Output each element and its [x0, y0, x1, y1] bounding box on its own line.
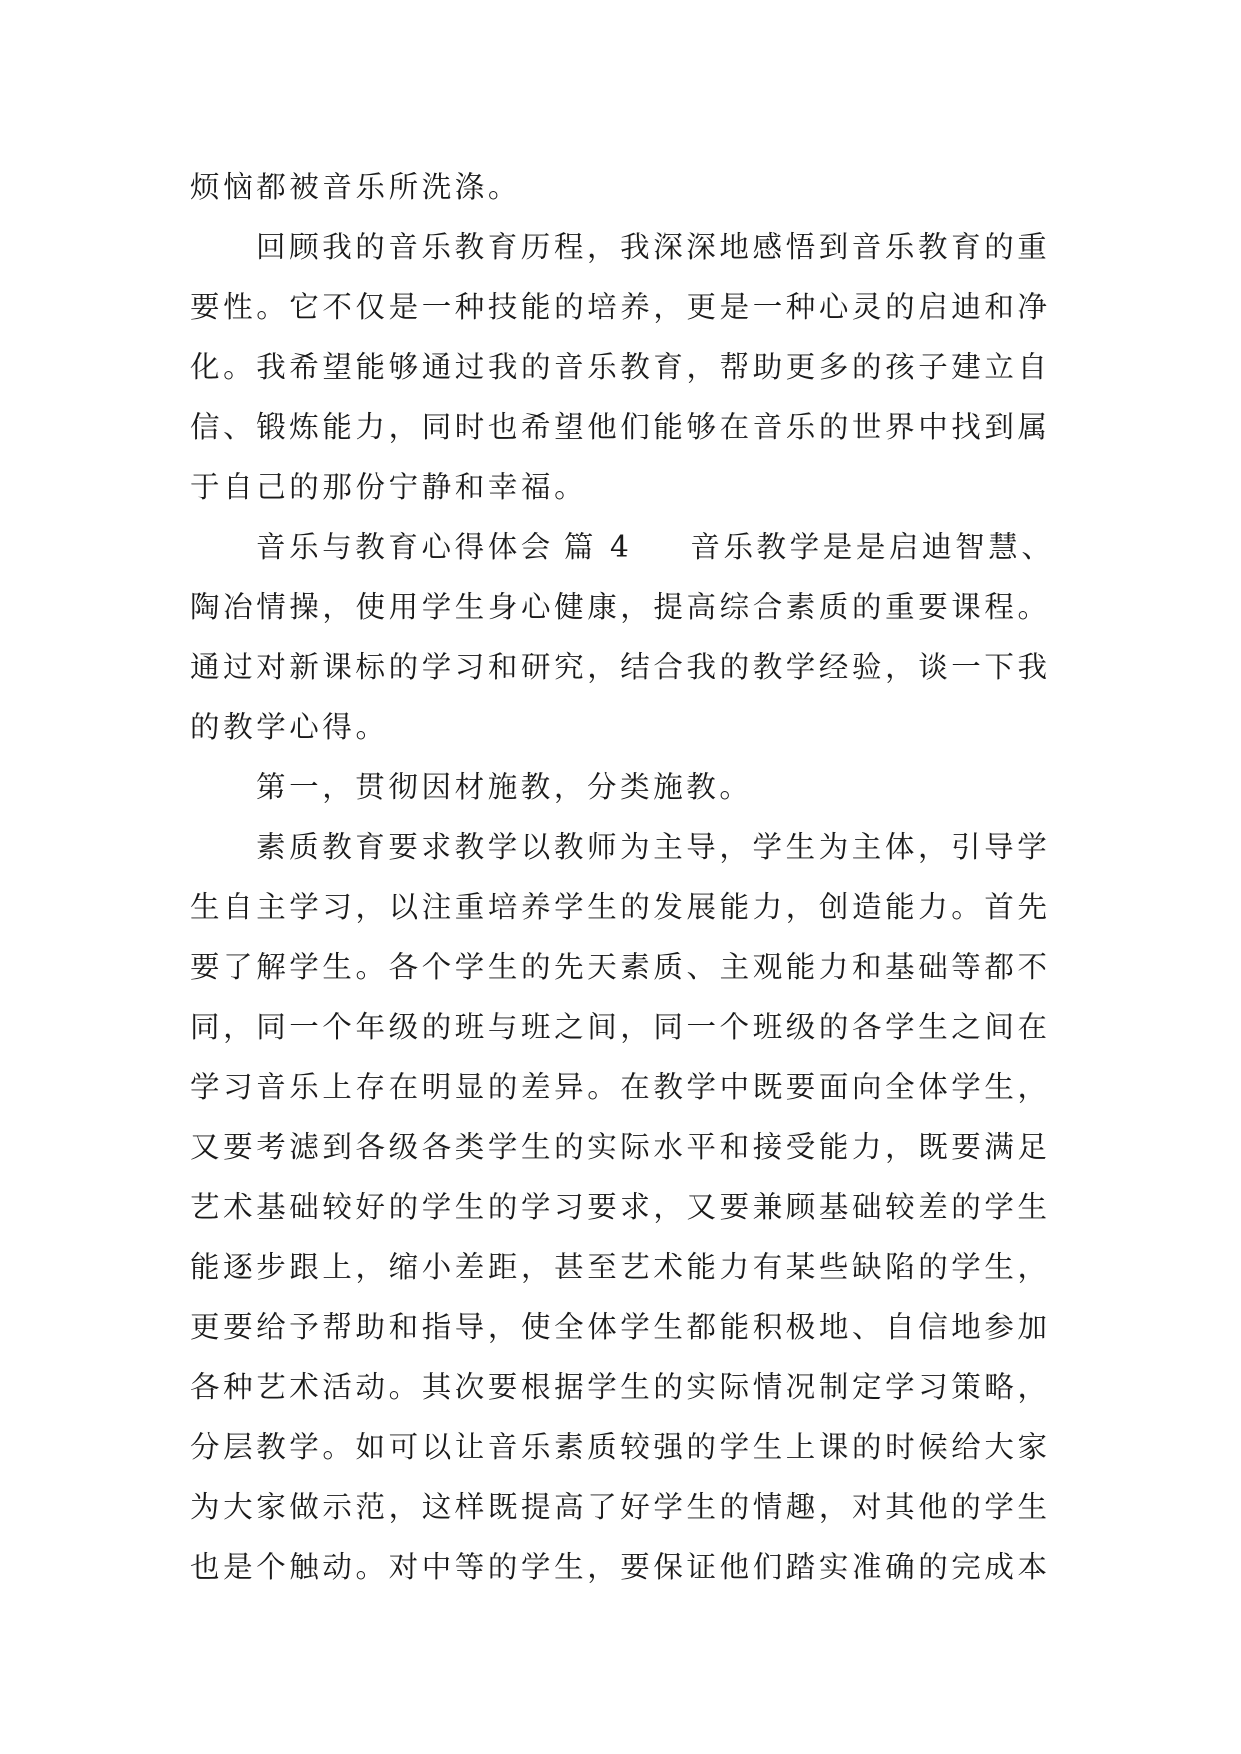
- section-number: 篇 4: [563, 530, 633, 564]
- text-line-2: 回顾我的音乐教育历程，我深深地感悟到音乐教育的重: [256, 230, 1051, 264]
- text-line-8: 陶冶情操，使用学生身心健康，提高综合素质的重要课程。: [190, 590, 1051, 624]
- text-line-12: 素质教育要求教学以教师为主导，学生为主体，引导学: [256, 830, 1051, 864]
- text-line-1: 烦恼都被音乐所洗涤。: [190, 170, 522, 204]
- text-line-19: 能逐步跟上，缩小差距，甚至艺术能力有某些缺陷的学生，: [190, 1250, 1051, 1284]
- text-line-21: 各种艺术活动。其次要根据学生的实际情况制定学习策略，: [190, 1370, 1051, 1404]
- text-line-4: 化。我希望能够通过我的音乐教育，帮助更多的孩子建立自: [190, 350, 1051, 384]
- text-line-13: 生自主学习，以注重培养学生的发展能力，创造能力。首先: [190, 890, 1051, 924]
- text-line-3: 要性。它不仅是一种技能的培养，更是一种心灵的启迪和净: [190, 290, 1051, 324]
- text-line-15: 同，同一个年级的班与班之间，同一个班级的各学生之间在: [190, 1010, 1051, 1044]
- text-line-10: 的教学心得。: [190, 710, 389, 744]
- text-line-23: 为大家做示范，这样既提高了好学生的情趣，对其他的学生: [190, 1490, 1051, 1524]
- section-first-sentence: 音乐教学是是启迪智慧、: [690, 530, 1055, 564]
- text-line-18: 艺术基础较好的学生的学习要求，又要兼顾基础较差的学生: [190, 1190, 1051, 1224]
- text-line-17: 又要考滤到各级各类学生的实际水平和接受能力，既要满足: [190, 1130, 1051, 1164]
- text-line-6: 于自己的那份宁静和幸福。: [190, 470, 588, 504]
- text-line-9: 通过对新课标的学习和研究，结合我的教学经验，谈一下我: [190, 650, 1051, 684]
- section-heading-line: [190, 517, 1070, 577]
- subheading-first: 第一，贯彻因材施教，分类施教。: [256, 770, 753, 804]
- body-text: [190, 157, 1070, 1597]
- section-title: 音乐与教育心得体会: [256, 530, 554, 564]
- text-line-24: 也是个触动。对中等的学生，要保证他们踏实准确的完成本: [190, 1550, 1051, 1584]
- text-line-5: 信、锻炼能力，同时也希望他们能够在音乐的世界中找到属: [190, 410, 1051, 444]
- text-line-16: 学习音乐上存在明显的差异。在教学中既要面向全体学生，: [190, 1070, 1051, 1104]
- text-line-20: 更要给予帮助和指导，使全体学生都能积极地、自信地参加: [190, 1310, 1051, 1344]
- text-line-22: 分层教学。如可以让音乐素质较强的学生上课的时候给大家: [190, 1430, 1051, 1464]
- text-line-14: 要了解学生。各个学生的先天素质、主观能力和基础等都不: [190, 950, 1051, 984]
